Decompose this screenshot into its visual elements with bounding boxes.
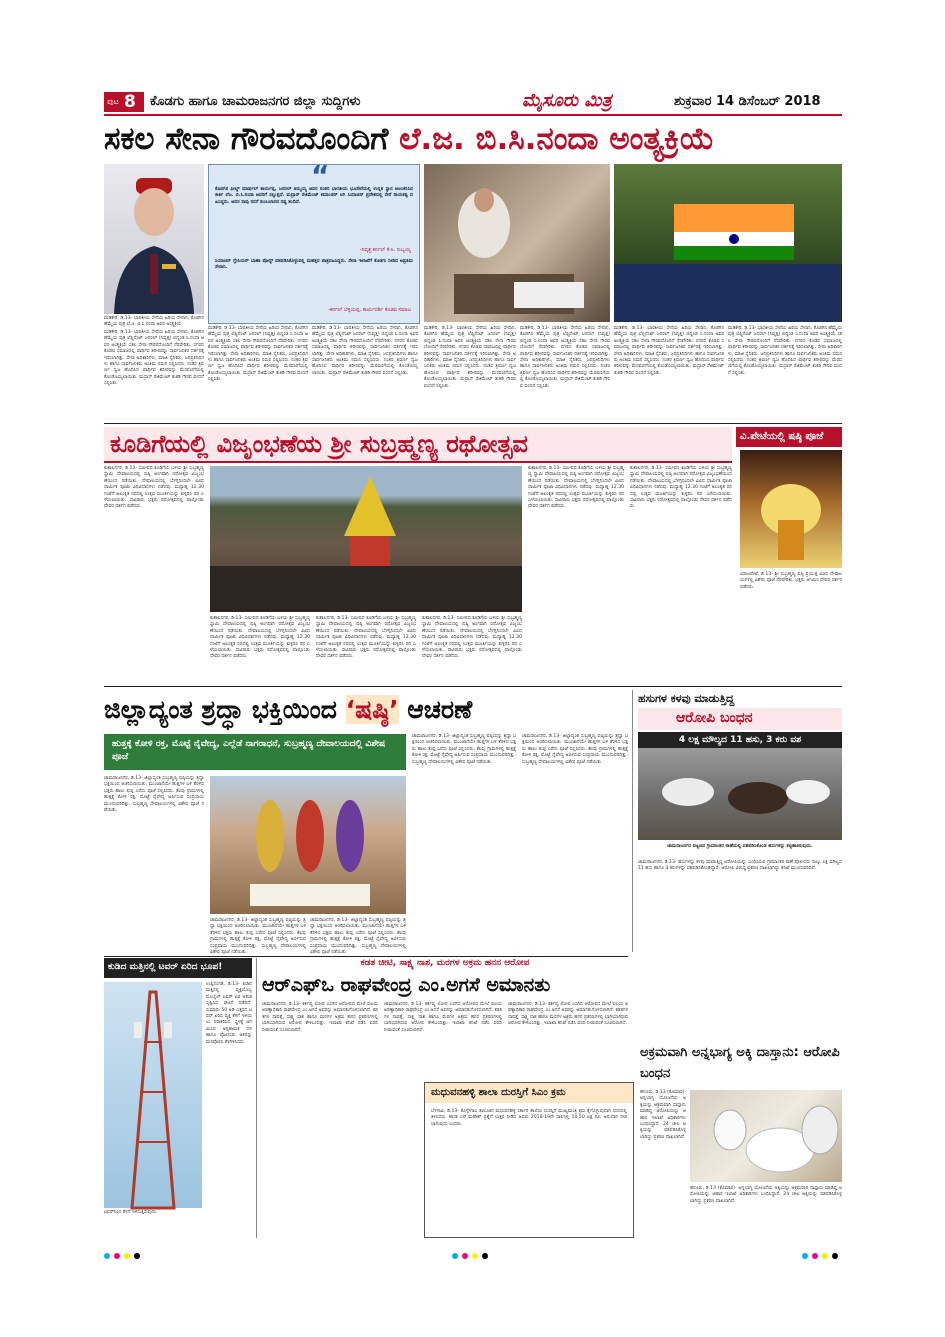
quote-mark-icon: “ [311, 159, 330, 192]
registration-dot-icon [812, 1253, 818, 1259]
story1-body-col3: ಮಡಿಕೇರಿ, ಡಿ.13- ಭಾರತೀಯ ಸೇನೆಯ ಹಿರಿಯ ಸೇನಾನಿ, ಕೊಡಗಿನ ಹೆಮ್ಮೆಯ ಪುತ್ರ ಲೆಫ್ಟಿನೆಂಟ್ ಜನರಲ್ (ನಿವೃತ್ತ) ಬಿದ್ದಂಡ ಸಿ.ನಂದಾ ಅವರ ಅಂತ್ಯಕ್ರಿಯೆ ಸಕಲ ಸೇನಾ ಗೌರವದೊಂದಿಗೆ ನೆರವೇರಿತು. ನಗರದ ಕೊಡವ ಸಮಾಜದಲ್ಲಿ ಪಾರ್ಥಿವ ಶರೀರವನ್ನು ಸಾರ್ವಜನಿಕರ ದರ್ಶನಕ್ಕೆ ಇರಿಸಲಾಗಿತ್ತು. ಸೇನಾ ಅಧಿಕಾರಿಗಳು, ಮಾಜಿ ಸೈನಿಕರು, ಜನಪ್ರತಿನಿಧಿಗಳು ಹಾಗೂ ಸಾರ್ವಜನಿಕರು ಅಂತಿಮ ನಮನ ಸಲ್ಲಿಸಿದರು. ನಂತರ ತ್ರಿವರ್ಣ ಧ್ವಜ ಹೊದಿಸಿದ ಪಾರ್ಥಿವ ಶರೀರವನ್ನು ಮೆರವಣಿಗೆಯಲ್ಲಿ ಕೊಂಡೊಯ್ಯಲಾಯಿತು. ಮದ್ರಾಸ್ ರೆಜಿಮೆಂಟ್ ತುಕಡಿ ಗೌರವ ವಂದನೆ ಸಲ್ಲಿಸಿತು. [312, 326, 418, 376]
story2-side-headline: ವಿ.ಪೇಟೆಯಲ್ಲಿ ಷಷ್ಠಿ ಪೂಜೆ [740, 431, 824, 442]
story6-body-col3: ಚಾಮರಾಜನಗರ, ಡಿ.13- ಕರ್ತವ್ಯ ಲೋಪ ಎಸಗಿದ ಆರೋಪದ ಮೇಲೆ ವಲಯ ಅರಣ್ಯಾಧಿಕಾರಿ ರಾಘವೇಂದ್ರ ಎಂ.ಅಗಸೆ ಅವರನ್ನು ಅಮಾನತುಗೊಳಿಸಲಾಗಿದೆ. ಕಡತಗಳ ನಾಪತ್ತೆ, ಸಾಕ್ಷ್ಯ ನಾಶ ಹಾಗೂ ಮರಗಳ ಅಕ್ರಮ ಹನನ ಪ್ರಕರಣಗಳಲ್ಲಿ ಭಾಗಿಯಾಗಿರುವ ಆರೋಪ ಕೇಳಿಬಂದಿತ್ತು. ಇಲಾಖಾ ತನಿಖೆ ನಡೆಸಿ ವರದಿ ನೀಡುವಂತೆ ಸೂಚಿಸಲಾಗಿದೆ. [508, 1002, 628, 1027]
quote-text-1: ಕೊಡಗಿನ ಫೀಲ್ಡ್ ಮಾರ್ಷಲ್ ಕಾರ್ಯಪ್ಪ, ಜನರಲ್ ತಿಮ್ಮಯ್ಯ ಅವರ ನಂತರ ಭಾರತೀಯ ಭೂಸೇನೆಯಲ್ಲಿ ಉನ್ನತ ಸ್ಥಾನ ಅಲಂಕರಿಸಿದ ಕೀರ್ತಿ ಲೆಜ. ಬಿ.ಸಿ.ನಂದಾ ಅವರಿಗೆ ಸಲ್ಲುತ್ತದೆ. ಮದ್ರಾಸ್ ರೆಜಿಮೆಂಟ್ ಕಮಾಂಡರ್ ಆಗಿ ಸಿಯಾಚಿನ್ ಪ್ರದೇಶದಲ್ಲಿ ಸೇನೆ ನಾಯಕತ್ವ ವಹಿಸಿದ್ದರು. ಅವರ ಸಾವು ನನಗೆ ತುಂಬಲಾರದ ನಷ್ಟ ತಂದಿದೆ. [215, 187, 413, 205]
story2-body-col3: ಕುಶಾಲನಗರ, ಡಿ.13- ಸಮೀಪದ ಕೂಡಿಗೆಯ ಬಳಿಯ ಶ್ರೀ ಸುಬ್ರಹ್ಮಣ್ಯ ಸ್ವಾಮಿ ದೇವಾಲಯದಲ್ಲಿ ಷಷ್ಠಿ ಅಂಗವಾಗಿ ರಥೋತ್ಸವ ವಿಜೃಂಭಣೆಯಿಂದ ನಡೆಯಿತು. ದೇವಾಲಯದಲ್ಲಿ ಬೆಳಗ್ಗಿನಿಂದಲೇ ವಿವಿಧ ಧಾರ್ಮಿಕ ಪೂಜಾ ವಿಧಿವಿಧಾನಗಳು ನಡೆದವು. ಮಧ್ಯಾಹ್ನ 12.30 ಗಂಟೆಗೆ ಅಲಂಕೃತ ರಥದಲ್ಲಿ ಉತ್ಸವ ಮೂರ್ತಿಯನ್ನು ಕುಳ್ಳಿರಿಸಿ ರಥ ಎಳೆಯಲಾಯಿತು. ಸಾವಿರಾರು ಭಕ್ತರು ರಥೋತ್ಸವದಲ್ಲಿ ಪಾಲ್ಗೊಂಡು ದೇವರ ದರ್ಶನ ಪಡೆದರು. [630, 466, 732, 510]
portrait-photo [104, 164, 204, 314]
chariot-festival-photo [210, 466, 522, 612]
temple-idol-photo [740, 450, 842, 568]
paper-name: ಮೈಸೂರು ಮಿತ್ರ [522, 90, 612, 111]
story1-headline-black: ಸಕಲ ಸೇನಾ ಗೌರವದೊಂದಿಗೆ [104, 121, 389, 157]
story4-headline-box [638, 708, 842, 730]
registration-dot-icon [832, 1253, 838, 1259]
quote-box [208, 159, 420, 324]
story2-photo-body-a: ಕುಶಾಲನಗರ, ಡಿ.13- ಸಮೀಪದ ಕೂಡಿಗೆಯ ಬಳಿಯ ಶ್ರೀ ಸುಬ್ರಹ್ಮಣ್ಯ ಸ್ವಾಮಿ ದೇವಾಲಯದಲ್ಲಿ ಷಷ್ಠಿ ಅಂಗವಾಗಿ ರಥೋತ್ಸವ ವಿಜೃಂಭಣೆಯಿಂದ ನಡೆಯಿತು. ದೇವಾಲಯದಲ್ಲಿ ಬೆಳಗ್ಗಿನಿಂದಲೇ ವಿವಿಧ ಧಾರ್ಮಿಕ ಪೂಜಾ ವಿಧಿವಿಧಾನಗಳು ನಡೆದವು. ಮಧ್ಯಾಹ್ನ 12.30 ಗಂಟೆಗೆ ಅಲಂಕೃತ ರಥದಲ್ಲಿ ಉತ್ಸವ ಮೂರ್ತಿಯನ್ನು ಕುಳ್ಳಿರಿಸಿ ರಥ ಎಳೆಯಲಾಯಿತು. ಸಾವಿರಾರು ಭಕ್ತರು ರಥೋತ್ಸವದಲ್ಲಿ ಪಾಲ್ಗೊಂಡು ದೇವರ ದರ್ಶನ ಪಡೆದರು. [210, 616, 310, 660]
tower-photo [104, 982, 202, 1208]
issue-date: ಶುಕ್ರವಾರ 14 ಡಿಸೆಂಬರ್ 2018 [674, 94, 821, 109]
story2-headline-banner [104, 427, 732, 463]
cattle-photo [638, 732, 842, 840]
story6-body-col2: ಚಾಮರಾಜನಗರ, ಡಿ.13- ಕರ್ತವ್ಯ ಲೋಪ ಎಸಗಿದ ಆರೋಪದ ಮೇಲೆ ವಲಯ ಅರಣ್ಯಾಧಿಕಾರಿ ರಾಘವೇಂದ್ರ ಎಂ.ಅಗಸೆ ಅವರನ್ನು ಅಮಾನತುಗೊಳಿಸಲಾಗಿದೆ. ಕಡತಗಳ ನಾಪತ್ತೆ, ಸಾಕ್ಷ್ಯ ನಾಶ ಹಾಗೂ ಮರಗಳ ಅಕ್ರಮ ಹನನ ಪ್ರಕರಣಗಳಲ್ಲಿ ಭಾಗಿಯಾಗಿರುವ ಆರೋಪ ಕೇಳಿಬಂದಿತ್ತು. ಇಲಾಖಾ ತನಿಖೆ ನಡೆಸಿ ವರದಿ ನೀಡುವಂತೆ ಸೂಚಿಸಲಾಗಿದೆ. [384, 1002, 502, 1033]
story5-headline-box [104, 958, 252, 978]
story3-photo-body-b: ಚಾಮರಾಜನಗರ, ಡಿ.13- ಜಿಲ್ಲಾದ್ಯಂತ ಸುಬ್ರಹ್ಮಣ್ಯ ಷಷ್ಠಿಯನ್ನು ಶ್ರದ್ಧಾ ಭಕ್ತಿಯಿಂದ ಆಚರಿಸಲಾಯಿತು. ಮುಂಜಾನೆಯೇ ಹುತ್ತಗಳ ಬಳಿ ತೆರಳಿದ ಭಕ್ತರು ಹಾಲು ತುಪ್ಪ ಎರೆದು ಪೂಜೆ ಸಲ್ಲಿಸಿದರು. ಕೆಲವು ಗ್ರಾಮಗಳಲ್ಲಿ ಹುತ್ತಕ್ಕೆ ಕೋಳಿ ರಕ್ತ, ಮೊಟ್ಟೆ ನೈವೇದ್ಯ ಅರ್ಪಿಸುವ ಸಂಪ್ರದಾಯ ಮುಂದುವರಿದಿತ್ತು. ಸುಬ್ರಹ್ಮಣ್ಯ ದೇವಾಲಯಗಳಲ್ಲಿ ವಿಶೇಷ ಪೂಜೆ ನಡೆಯಿತು. [310, 918, 406, 956]
story4-body: ಚಾಮರಾಜನಗರ, ಡಿ.13- ಹಸುಗಳನ್ನು ಕಳವು ಮಾಡುತ್ತಿದ್ದ ಆರೋಪಿಯನ್ನು ಬಂಧಿಸಿರುವ ಗ್ರಾಮಾಂತರ ಠಾಣೆ ಪೊಲೀಸರು ನಾಲ್ಕು ಲಕ್ಷ ಮೌಲ್ಯದ 11 ಹಸು ಹಾಗೂ 3 ಕರುಗಳನ್ನು ವಶಪಡಿಸಿಕೊಂಡಿದ್ದಾರೆ. ಆರೋಪಿ ವಿರುದ್ಧ ಪ್ರಕರಣ ದಾಖಲಾಗಿದ್ದು ತನಿಖೆ ಮುಂದುವರಿದಿದೆ. [638, 860, 842, 872]
story6-body-col1: ಚಾಮರಾಜನಗರ, ಡಿ.13- ಕರ್ತವ್ಯ ಲೋಪ ಎಸಗಿದ ಆರೋಪದ ಮೇಲೆ ವಲಯ ಅರಣ್ಯಾಧಿಕಾರಿ ರಾಘವೇಂದ್ರ ಎಂ.ಅಗಸೆ ಅವರನ್ನು ಅಮಾನತುಗೊಳಿಸಲಾಗಿದೆ. ಕಡತಗಳ ನಾಪತ್ತೆ, ಸಾಕ್ಷ್ಯ ನಾಶ ಹಾಗೂ ಮರಗಳ ಅಕ್ರಮ ಹನನ ಪ್ರಕರಣಗಳಲ್ಲಿ ಭಾಗಿಯಾಗಿರುವ ಆರೋಪ ಕೇಳಿಬಂದಿತ್ತು. ಇಲಾಖಾ ತನಿಖೆ ನಡೆಸಿ ವರದಿ ನೀಡುವಂತೆ ಸೂಚಿಸಲಾಗಿದೆ. [262, 1002, 378, 1033]
story3-subhead: ಹುತ್ತಕ್ಕೆ ಕೋಳಿ ರಕ್ತ, ಮೊಟ್ಟೆ ನೈವೇದ್ಯ, ಎಲ್ಲೆಡೆ ನಾಗರಾಧನೆ, ಸುಬ್ರಹ್ಮಣ್ಯ ದೇವಾಲಯದಲ್ಲಿ ವಿಶೇಷ ಪೂಜೆ [112, 739, 386, 762]
story3-photo-body-a: ಚಾಮರಾಜನಗರ, ಡಿ.13- ಜಿಲ್ಲಾದ್ಯಂತ ಸುಬ್ರಹ್ಮಣ್ಯ ಷಷ್ಠಿಯನ್ನು ಶ್ರದ್ಧಾ ಭಕ್ತಿಯಿಂದ ಆಚರಿಸಲಾಯಿತು. ಮುಂಜಾನೆಯೇ ಹುತ್ತಗಳ ಬಳಿ ತೆರಳಿದ ಭಕ್ತರು ಹಾಲು ತುಪ್ಪ ಎರೆದು ಪೂಜೆ ಸಲ್ಲಿಸಿದರು. ಕೆಲವು ಗ್ರಾಮಗಳಲ್ಲಿ ಹುತ್ತಕ್ಕೆ ಕೋಳಿ ರಕ್ತ, ಮೊಟ್ಟೆ ನೈವೇದ್ಯ ಅರ್ಪಿಸುವ ಸಂಪ್ರದಾಯ ಮುಂದುವರಿದಿತ್ತು. ಸುಬ್ರಹ್ಮಣ್ಯ ದೇವಾಲಯಗಳಲ್ಲಿ ವಿಶೇಷ ಪೂಜೆ ನಡೆಯಿತು. [210, 918, 306, 956]
story1-headline-red: ಲೆ.ಜ. ಬಿ.ಸಿ.ನಂದಾ ಅಂತ್ಯಕ್ರಿಯೆ [399, 121, 715, 157]
story4-headline: ಆರೋಪಿ ಬಂಧನ [676, 710, 753, 726]
worship-illustration [210, 776, 406, 914]
story1-body-col5: ಮಡಿಕೇರಿ, ಡಿ.13- ಭಾರತೀಯ ಸೇನೆಯ ಹಿರಿಯ ಸೇನಾನಿ, ಕೊಡಗಿನ ಹೆಮ್ಮೆಯ ಪುತ್ರ ಲೆಫ್ಟಿನೆಂಟ್ ಜನರಲ್ (ನಿವೃತ್ತ) ಬಿದ್ದಂಡ ಸಿ.ನಂದಾ ಅವರ ಅಂತ್ಯಕ್ರಿಯೆ ಸಕಲ ಸೇನಾ ಗೌರವದೊಂದಿಗೆ ನೆರವೇರಿತು. ನಗರದ ಕೊಡವ ಸಮಾಜದಲ್ಲಿ ಪಾರ್ಥಿವ ಶರೀರವನ್ನು ಸಾರ್ವಜನಿಕರ ದರ್ಶನಕ್ಕೆ ಇರಿಸಲಾಗಿತ್ತು. ಸೇನಾ ಅಧಿಕಾರಿಗಳು, ಮಾಜಿ ಸೈನಿಕರು, ಜನಪ್ರತಿನಿಧಿಗಳು ಹಾಗೂ ಸಾರ್ವಜನಿಕರು ಅಂತಿಮ ನಮನ ಸಲ್ಲಿಸಿದರು. ನಂತರ ತ್ರಿವರ್ಣ ಧ್ವಜ ಹೊದಿಸಿದ ಪಾರ್ಥಿವ ಶರೀರವನ್ನು ಮೆರವಣಿಗೆಯಲ್ಲಿ ಕೊಂಡೊಯ್ಯಲಾಯಿತು. ಮದ್ರಾಸ್ ರೆಜಿಮೆಂಟ್ ತುಕಡಿ ಗೌರವ ವಂದನೆ ಸಲ್ಲಿಸಿತು. [520, 326, 610, 389]
registration-dot-icon [134, 1253, 140, 1259]
snake-worship-photo [210, 776, 406, 914]
story7-body: ಬೆಳಗಾವಿ, ಡಿ.13- ಕೊಳ್ಳೇಗಾಲ ತಾಲೂಕಿನ ಮಧುವನಹಳ್ಳಿ ಸರ್ಕಾರಿ ಶಾಲೆಯ ದುರಸ್ತಿಗೆ ಮುಖ್ಯಮಂತ್ರಿ ಕ್ರಮ ಕೈಗೊಳ್ಳುವುದಾಗಿ ಸದನದಲ್ಲಿ ತಿಳಿಸಿದರು. ಶಾಸಕ ಎನ್.ಮಹೇಶ್ ಪ್ರಶ್ನೆಗೆ ಉತ್ತರ ನೀಡಿದ ಅವರು 2018-19ನೇ ಸಾಲಿನಲ್ಲಿ 10.50 ಲಕ್ಷ ರೂ. ಅನುದಾನ ನೀಡಲಾಗುವುದು ಎಂದರು. [431, 1109, 627, 1127]
registration-dot-icon [462, 1253, 468, 1259]
story1-headline [104, 118, 842, 160]
rice-sacks-illustration [690, 1090, 842, 1182]
quote-text-2: ಸಿಯಾಚಿನ್ ಗ್ಲೇಸಿಯರ್ ಬಾಣಾ ಪೋಸ್ಟ್ ವಶಪಡಿಸಿಕೊಳ್ಳುವಲ್ಲಿ ಮಹತ್ತರ ಪಾತ್ರವಹಿಸಿದ್ದರು. ಸೇನಾ ಇಲಾಖೆಗೆ ಕೊಡಗು ನೀಡಿದ ಅಪ್ರತಿಮ ಸೇನಾನಿ. [215, 259, 413, 271]
page-label: ಪುಟ [107, 97, 119, 106]
registration-marks-center [452, 1244, 492, 1263]
story4-caption: ಚಾಮರಾಜನಗರ ಪಟ್ಟಣದ ಗ್ರಾಮಾಂತರ ಠಾಣೆಯಲ್ಲಿ ವಶಪಡಿಸಿಕೊಂಡ ಹಸುಗಳನ್ನು ಕಟ್ಟಿಹಾಕಿರುವುದು. [667, 844, 813, 849]
section-title: ಕೊಡಗು ಹಾಗೂ ಚಾಮರಾಜನಗರ ಜಿಲ್ಲಾ ಸುದ್ದಿಗಳು [150, 94, 361, 109]
story8-body-col2: ಹನೂರು, ಡಿ.13 (ಕೊಮಾರ)- ಅನ್ನಭಾಗ್ಯ ಯೋಜನೆಯ ಅಕ್ಕಿಯನ್ನು ಅಕ್ರಮವಾಗಿ ದಾಸ್ತಾನು ಮಾಡಿದ್ದ ಆರೋಪಿಯನ್ನು ಆಹಾರ ಇಲಾಖೆ ಅಧಿಕಾರಿಗಳು ಬಂಧಿಸಿದ್ದಾರೆ. 24 ಚೀಲ ಅಕ್ಕಿಯನ್ನು ವಶಪಡಿಸಿಕೊಳ್ಳಲಾಗಿದ್ದು ಪ್ರಕರಣ ದಾಖಲಾಗಿದೆ. [690, 1186, 842, 1204]
story2-photo-body-b: ಕುಶಾಲನಗರ, ಡಿ.13- ಸಮೀಪದ ಕೂಡಿಗೆಯ ಬಳಿಯ ಶ್ರೀ ಸುಬ್ರಹ್ಮಣ್ಯ ಸ್ವಾಮಿ ದೇವಾಲಯದಲ್ಲಿ ಷಷ್ಠಿ ಅಂಗವಾಗಿ ರಥೋತ್ಸವ ವಿಜೃಂಭಣೆಯಿಂದ ನಡೆಯಿತು. ದೇವಾಲಯದಲ್ಲಿ ಬೆಳಗ್ಗಿನಿಂದಲೇ ವಿವಿಧ ಧಾರ್ಮಿಕ ಪೂಜಾ ವಿಧಿವಿಧಾನಗಳು ನಡೆದವು. ಮಧ್ಯಾಹ್ನ 12.30 ಗಂಟೆಗೆ ಅಲಂಕೃತ ರಥದಲ್ಲಿ ಉತ್ಸವ ಮೂರ್ತಿಯನ್ನು ಕುಳ್ಳಿರಿಸಿ ರಥ ಎಳೆಯಲಾಯಿತು. ಸಾವಿರಾರು ಭಕ್ತರು ರಥೋತ್ಸವದಲ್ಲಿ ಪಾಲ್ಗೊಂಡು ದೇವರ ದರ್ಶನ ಪಡೆದರು. [316, 616, 416, 660]
story2-body-col1: ಕುಶಾಲನಗರ, ಡಿ.13- ಸಮೀಪದ ಕೂಡಿಗೆಯ ಬಳಿಯ ಶ್ರೀ ಸುಬ್ರಹ್ಮಣ್ಯ ಸ್ವಾಮಿ ದೇವಾಲಯದಲ್ಲಿ ಷಷ್ಠಿ ಅಂಗವಾಗಿ ರಥೋತ್ಸವ ವಿಜೃಂಭಣೆಯಿಂದ ನಡೆಯಿತು. ದೇವಾಲಯದಲ್ಲಿ ಬೆಳಗ್ಗಿನಿಂದಲೇ ವಿವಿಧ ಧಾರ್ಮಿಕ ಪೂಜಾ ವಿಧಿವಿಧಾನಗಳು ನಡೆದವು. ಮಧ್ಯಾಹ್ನ 12.30 ಗಂಟೆಗೆ ಅಲಂಕೃತ ರಥದಲ್ಲಿ ಉತ್ಸವ ಮೂರ್ತಿಯನ್ನು ಕುಳ್ಳಿರಿಸಿ ರಥ ಎಳೆಯಲಾಯಿತು. ಸಾವಿರಾರು ಭಕ್ತರು ರಥೋತ್ಸವದಲ್ಲಿ ಪಾಲ್ಗೊಂಡು ದೇವರ ದರ್ಶನ ಪಡೆದರು. [104, 466, 204, 510]
story2-body-col2: ಕುಶಾಲನಗರ, ಡಿ.13- ಸಮೀಪದ ಕೂಡಿಗೆಯ ಬಳಿಯ ಶ್ರೀ ಸುಬ್ರಹ್ಮಣ್ಯ ಸ್ವಾಮಿ ದೇವಾಲಯದಲ್ಲಿ ಷಷ್ಠಿ ಅಂಗವಾಗಿ ರಥೋತ್ಸವ ವಿಜೃಂಭಣೆಯಿಂದ ನಡೆಯಿತು. ದೇವಾಲಯದಲ್ಲಿ ಬೆಳಗ್ಗಿನಿಂದಲೇ ವಿವಿಧ ಧಾರ್ಮಿಕ ಪೂಜಾ ವಿಧಿವಿಧಾನಗಳು ನಡೆದವು. ಮಧ್ಯಾಹ್ನ 12.30 ಗಂಟೆಗೆ ಅಲಂಕೃತ ರಥದಲ್ಲಿ ಉತ್ಸವ ಮೂರ್ತಿಯನ್ನು ಕುಳ್ಳಿರಿಸಿ ರಥ ಎಳೆಯಲಾಯಿತು. ಸಾವಿರಾರು ಭಕ್ತರು ರಥೋತ್ಸವದಲ್ಲಿ ಪಾಲ್ಗೊಂಡು ದೇವರ ದರ್ಶನ ಪಡೆದರು. [528, 466, 624, 510]
page-number: 8 [124, 92, 136, 112]
registration-dot-icon [822, 1253, 828, 1259]
story6-left-rule [256, 958, 257, 1238]
story1-body-col2: ಮಡಿಕೇರಿ, ಡಿ.13- ಭಾರತೀಯ ಸೇನೆಯ ಹಿರಿಯ ಸೇನಾನಿ, ಕೊಡಗಿನ ಹೆಮ್ಮೆಯ ಪುತ್ರ ಲೆಫ್ಟಿನೆಂಟ್ ಜನರಲ್ (ನಿವೃತ್ತ) ಬಿದ್ದಂಡ ಸಿ.ನಂದಾ ಅವರ ಅಂತ್ಯಕ್ರಿಯೆ ಸಕಲ ಸೇನಾ ಗೌರವದೊಂದಿಗೆ ನೆರವೇರಿತು. ನಗರದ ಕೊಡವ ಸಮಾಜದಲ್ಲಿ ಪಾರ್ಥಿವ ಶರೀರವನ್ನು ಸಾರ್ವಜನಿಕರ ದರ್ಶನಕ್ಕೆ ಇರಿಸಲಾಗಿತ್ತು. ಸೇನಾ ಅಧಿಕಾರಿಗಳು, ಮಾಜಿ ಸೈನಿಕರು, ಜನಪ್ರತಿನಿಧಿಗಳು ಹಾಗೂ ಸಾರ್ವಜನಿಕರು ಅಂತಿಮ ನಮನ ಸಲ್ಲಿಸಿದರು. ನಂತರ ತ್ರಿವರ್ಣ ಧ್ವಜ ಹೊದಿಸಿದ ಪಾರ್ಥಿವ ಶರೀರವನ್ನು ಮೆರವಣಿಗೆಯಲ್ಲಿ ಕೊಂಡೊಯ್ಯಲಾಯಿತು. ಮದ್ರಾಸ್ ರೆಜಿಮೆಂಟ್ ತುಕಡಿ ಗೌರವ ವಂದನೆ ಸಲ್ಲಿಸಿತು. [208, 326, 308, 383]
registration-dot-icon [482, 1253, 488, 1259]
registration-marks-left [104, 1244, 144, 1263]
story2-photo-body-c: ಕುಶಾಲನಗರ, ಡಿ.13- ಸಮೀಪದ ಕೂಡಿಗೆಯ ಬಳಿಯ ಶ್ರೀ ಸುಬ್ರಹ್ಮಣ್ಯ ಸ್ವಾಮಿ ದೇವಾಲಯದಲ್ಲಿ ಷಷ್ಠಿ ಅಂಗವಾಗಿ ರಥೋತ್ಸವ ವಿಜೃಂಭಣೆಯಿಂದ ನಡೆಯಿತು. ದೇವಾಲಯದಲ್ಲಿ ಬೆಳಗ್ಗಿನಿಂದಲೇ ವಿವಿಧ ಧಾರ್ಮಿಕ ಪೂಜಾ ವಿಧಿವಿಧಾನಗಳು ನಡೆದವು. ಮಧ್ಯಾಹ್ನ 12.30 ಗಂಟೆಗೆ ಅಲಂಕೃತ ರಥದಲ್ಲಿ ಉತ್ಸವ ಮೂರ್ತಿಯನ್ನು ಕುಳ್ಳಿರಿಸಿ ರಥ ಎಳೆಯಲಾಯಿತು. ಸಾವಿರಾರು ಭಕ್ತರು ರಥೋತ್ಸವದಲ್ಲಿ ಪಾಲ್ಗೊಂಡು ದೇವರ ದರ್ಶನ ಪಡೆದರು. [422, 616, 522, 660]
story8-headline: ಅಕ್ರಮವಾಗಿ ಅನ್ನಭಾಗ್ಯ ಅಕ್ಕಿ ದಾಸ್ತಾನು: ಆರೋಪಿ ಬಂಧನ [640, 1045, 840, 1081]
registration-dot-icon [104, 1253, 110, 1259]
story3-body-col1: ಚಾಮರಾಜನಗರ, ಡಿ.13- ಜಿಲ್ಲಾದ್ಯಂತ ಸುಬ್ರಹ್ಮಣ್ಯ ಷಷ್ಠಿಯನ್ನು ಶ್ರದ್ಧಾ ಭಕ್ತಿಯಿಂದ ಆಚರಿಸಲಾಯಿತು. ಮುಂಜಾನೆಯೇ ಹುತ್ತಗಳ ಬಳಿ ತೆರಳಿದ ಭಕ್ತರು ಹಾಲು ತುಪ್ಪ ಎರೆದು ಪೂಜೆ ಸಲ್ಲಿಸಿದರು. ಕೆಲವು ಗ್ರಾಮಗಳಲ್ಲಿ ಹುತ್ತಕ್ಕೆ ಕೋಳಿ ರಕ್ತ, ಮೊಟ್ಟೆ ನೈವೇದ್ಯ ಅರ್ಪಿಸುವ ಸಂಪ್ರದಾಯ ಮುಂದುವರಿದಿತ್ತು. ಸುಬ್ರಹ್ಮಣ್ಯ ದೇವಾಲಯಗಳಲ್ಲಿ ವಿಶೇಷ ಪೂಜೆ ನಡೆಯಿತು. [104, 776, 204, 814]
registration-dot-icon [802, 1253, 808, 1259]
story2-headline: ಕೂಡಿಗೆಯಲ್ಲಿ ವಿಜೃಂಭಣೆಯ ಶ್ರೀ ಸುಬ್ರಹ್ಮಣ್ಯ ರಥೋತ್ಸವ [110, 430, 528, 458]
crowd-illustration [210, 466, 522, 612]
story2-side-head-box [736, 427, 842, 447]
masthead-rule [104, 114, 842, 116]
quote-attribution-1: -ನಿವೃತ್ತ ಕರ್ನಲ್ ಕೆ.ಸಿ. ಸುಬ್ಬಯ್ಯ [359, 247, 411, 253]
story6-kicker: ಕಡತ ಚೀಟಿ, ಸಾಕ್ಷ್ಯ ನಾಶ, ಮರಗಳ ಅಕ್ರಮ ಹನನ ಆರೋಪ [360, 958, 530, 968]
story3-body-col3: ಚಾಮರಾಜನಗರ, ಡಿ.13- ಜಿಲ್ಲಾದ್ಯಂತ ಸುಬ್ರಹ್ಮಣ್ಯ ಷಷ್ಠಿಯನ್ನು ಶ್ರದ್ಧಾ ಭಕ್ತಿಯಿಂದ ಆಚರಿಸಲಾಯಿತು. ಮುಂಜಾನೆಯೇ ಹುತ್ತಗಳ ಬಳಿ ತೆರಳಿದ ಭಕ್ತರು ಹಾಲು ತುಪ್ಪ ಎರೆದು ಪೂಜೆ ಸಲ್ಲಿಸಿದರು. ಕೆಲವು ಗ್ರಾಮಗಳಲ್ಲಿ ಹುತ್ತಕ್ಕೆ ಕೋಳಿ ರಕ್ತ, ಮೊಟ್ಟೆ ನೈವೇದ್ಯ ಅರ್ಪಿಸುವ ಸಂಪ್ರದಾಯ ಮುಂದುವರಿದಿತ್ತು. ಸುಬ್ರಹ್ಮಣ್ಯ ದೇವಾಲಯಗಳಲ್ಲಿ ವಿಶೇಷ ಪೂಜೆ ನಡೆಯಿತು. [522, 734, 628, 765]
tower-illustration [104, 982, 202, 1208]
registration-dot-icon [472, 1253, 478, 1259]
story5-headline: ಕುಡಿದ ಮತ್ತಿನಲ್ಲಿ ಟವರ್ ಏರಿದ ಭೂಪ! [108, 962, 223, 972]
story7-headline-band [425, 1083, 633, 1103]
rice-sacks-photo [690, 1090, 842, 1182]
story3-headline [104, 690, 628, 730]
cattle-photo-label: 4 ಲಕ್ಷ ಮೌಲ್ಯದ 11 ಹಸು, 3 ಕರು ವಶ [638, 732, 842, 748]
registration-marks-right [802, 1244, 842, 1263]
divider-2 [104, 686, 842, 687]
mourners-illustration [424, 164, 610, 322]
story1-body-col7: ಮಡಿಕೇರಿ, ಡಿ.13- ಭಾರತೀಯ ಸೇನೆಯ ಹಿರಿಯ ಸೇನಾನಿ, ಕೊಡಗಿನ ಹೆಮ್ಮೆಯ ಪುತ್ರ ಲೆಫ್ಟಿನೆಂಟ್ ಜನರಲ್ (ನಿವೃತ್ತ) ಬಿದ್ದಂಡ ಸಿ.ನಂದಾ ಅವರ ಅಂತ್ಯಕ್ರಿಯೆ ಸಕಲ ಸೇನಾ ಗೌರವದೊಂದಿಗೆ ನೆರವೇರಿತು. ನಗರದ ಕೊಡವ ಸಮಾಜದಲ್ಲಿ ಪಾರ್ಥಿವ ಶರೀರವನ್ನು ಸಾರ್ವಜನಿಕರ ದರ್ಶನಕ್ಕೆ ಇರಿಸಲಾಗಿತ್ತು. ಸೇನಾ ಅಧಿಕಾರಿಗಳು, ಮಾಜಿ ಸೈನಿಕರು, ಜನಪ್ರತಿನಿಧಿಗಳು ಹಾಗೂ ಸಾರ್ವಜನಿಕರು ಅಂತಿಮ ನಮನ ಸಲ್ಲಿಸಿದರು. ನಂತರ ತ್ರಿವರ್ಣ ಧ್ವಜ ಹೊದಿಸಿದ ಪಾರ್ಥಿವ ಶರೀರವನ್ನು ಮೆರವಣಿಗೆಯಲ್ಲಿ ಕೊಂಡೊಯ್ಯಲಾಯಿತು. ಮದ್ರಾಸ್ ರೆಜಿಮೆಂಟ್ ತುಕಡಿ ಗೌರವ ವಂದನೆ ಸಲ್ಲಿಸಿತು. [728, 326, 842, 376]
story7-headline: ಮಧುವನಹಳ್ಳಿ ಶಾಲಾ ದುರಸ್ತಿಗೆ ಸಿಎಂ ಕ್ರಮ [431, 1087, 566, 1098]
story2-side-body: ವಿರಾಜಪೇಟೆ, ಡಿ.13- ಶ್ರೀ ಸುಬ್ರಹ್ಮಣ್ಯ ಷಷ್ಠಿ ಪ್ರಯುಕ್ತ ವಿವಿಧ ದೇವಾಲಯಗಳಲ್ಲಿ ವಿಶೇಷ ಪೂಜೆ ನೆರವೇರಿತು. ಭಕ್ತರು ಆಗಮಿಸಿ ದೇವರ ದರ್ಶನ ಪಡೆದರು. [740, 572, 842, 590]
story1-body-col6: ಮಡಿಕೇರಿ, ಡಿ.13- ಭಾರತೀಯ ಸೇನೆಯ ಹಿರಿಯ ಸೇನಾನಿ, ಕೊಡಗಿನ ಹೆಮ್ಮೆಯ ಪುತ್ರ ಲೆಫ್ಟಿನೆಂಟ್ ಜನರಲ್ (ನಿವೃತ್ತ) ಬಿದ್ದಂಡ ಸಿ.ನಂದಾ ಅವರ ಅಂತ್ಯಕ್ರಿಯೆ ಸಕಲ ಸೇನಾ ಗೌರವದೊಂದಿಗೆ ನೆರವೇರಿತು. ನಗರದ ಕೊಡವ ಸಮಾಜದಲ್ಲಿ ಪಾರ್ಥಿವ ಶರೀರವನ್ನು ಸಾರ್ವಜನಿಕರ ದರ್ಶನಕ್ಕೆ ಇರಿಸಲಾಗಿತ್ತು. ಸೇನಾ ಅಧಿಕಾರಿಗಳು, ಮಾಜಿ ಸೈನಿಕರು, ಜನಪ್ರತಿನಿಧಿಗಳು ಹಾಗೂ ಸಾರ್ವಜನಿಕರು ಅಂತಿಮ ನಮನ ಸಲ್ಲಿಸಿದರು. ನಂತರ ತ್ರಿವರ್ಣ ಧ್ವಜ ಹೊದಿಸಿದ ಪಾರ್ಥಿವ ಶರೀರವನ್ನು ಮೆರವಣಿಗೆಯಲ್ಲಿ ಕೊಂಡೊಯ್ಯಲಾಯಿತು. ಮದ್ರಾಸ್ ರೆಜಿಮೆಂಟ್ ತುಕಡಿ ಗೌರವ ವಂದನೆ ಸಲ್ಲಿಸಿತು. [614, 326, 724, 376]
story1-photo-caption: ಮಡಿಕೇರಿ, ಡಿ.13- ಭಾರತೀಯ ಸೇನೆಯ ಹಿರಿಯ ಸೇನಾನಿ, ಕೊಡಗಿನ ಹೆಮ್ಮೆಯ ಪುತ್ರ ಲೆ.ಜ. ಬಿ.ಸಿ.ನಂದಾ ಅವರ ಅಂತ್ಯಕ್ರಿಯೆ [104, 316, 204, 328]
story8-body-col1: ಹನೂರು, ಡಿ.13 (ಕೊಮಾರ)- ಅನ್ನಭಾಗ್ಯ ಯೋಜನೆಯ ಅಕ್ಕಿಯನ್ನು ಅಕ್ರಮವಾಗಿ ದಾಸ್ತಾನು ಮಾಡಿದ್ದ ಆರೋಪಿಯನ್ನು ಆಹಾರ ಇಲಾಖೆ ಅಧಿಕಾರಿಗಳು ಬಂಧಿಸಿದ್ದಾರೆ. 24 ಚೀಲ ಅಕ್ಕಿಯನ್ನು ವಶಪಡಿಸಿಕೊಳ್ಳಲಾಗಿದ್ದು ಪ್ರಕರಣ ದಾಖಲಾಗಿದೆ. [640, 1090, 686, 1140]
divider-1 [104, 423, 842, 424]
divider-3 [104, 956, 628, 957]
cattle-illustration [638, 732, 842, 840]
registration-dot-icon [114, 1253, 120, 1259]
page-number-box [104, 92, 144, 112]
idol-illustration [740, 450, 842, 568]
story5-body: ಉಪ್ಪಿನಂಗಡಿ, ಡಿ.13- ಕುಡಿದ ಮತ್ತಿನಲ್ಲಿ ವ್ಯಕ್ತಿಯೊಬ್ಬ ಮೊಬೈಲ್ ಟವರ್ ಏರಿ ಆತಂಕ ಸೃಷ್ಟಿಸಿದ ಘಟನೆ ನಡೆದಿದೆ. ಸುಮಾರು 50 ಅಡಿ ಎತ್ತರದ ಟವರ್ ಏರಿದ ವ್ಯಕ್ತಿ ಕೆಳಗೆ ಇಳಿಯಲು ನಿರಾಕರಿಸಿದ. ಸ್ಥಳಕ್ಕೆ ಆಗಮಿಸಿದ ಅಗ್ನಿಶಾಮಕ ದಳ ಹಾಗೂ ಪೊಲೀಸರು ಆತನನ್ನು ಮನವೊಲಿಸಿ ಕೆಳಗಿಳಿಸಿದರು. [206, 982, 252, 1045]
quote-attribution-2: -ಕರ್ನಲ್ ಬೆಳ್ಳಿಯಪ್ಪ, ಕಾರ್ಯದರ್ಶಿ ಕೊಡವ ಸಮಾಜ [328, 307, 411, 313]
story5-caption: ಟವರ್‌ನಿಂದ ಕೆಳಗೆ ಇಳಿಸುತ್ತಿರುವುದು. [104, 1210, 158, 1215]
story3-subhead-band [104, 734, 406, 770]
story3-headline-post: ಆಚರಣೆ [407, 695, 473, 724]
story1-body-col4: ಮಡಿಕೇರಿ, ಡಿ.13- ಭಾರತೀಯ ಸೇನೆಯ ಹಿರಿಯ ಸೇನಾನಿ, ಕೊಡಗಿನ ಹೆಮ್ಮೆಯ ಪುತ್ರ ಲೆಫ್ಟಿನೆಂಟ್ ಜನರಲ್ (ನಿವೃತ್ತ) ಬಿದ್ದಂಡ ಸಿ.ನಂದಾ ಅವರ ಅಂತ್ಯಕ್ರಿಯೆ ಸಕಲ ಸೇನಾ ಗೌರವದೊಂದಿಗೆ ನೆರವೇರಿತು. ನಗರದ ಕೊಡವ ಸಮಾಜದಲ್ಲಿ ಪಾರ್ಥಿವ ಶರೀರವನ್ನು ಸಾರ್ವಜನಿಕರ ದರ್ಶನಕ್ಕೆ ಇರಿಸಲಾಗಿತ್ತು. ಸೇನಾ ಅಧಿಕಾರಿಗಳು, ಮಾಜಿ ಸೈನಿಕರು, ಜನಪ್ರತಿನಿಧಿಗಳು ಹಾಗೂ ಸಾರ್ವಜನಿಕರು ಅಂತಿಮ ನಮನ ಸಲ್ಲಿಸಿದರು. ನಂತರ ತ್ರಿವರ್ಣ ಧ್ವಜ ಹೊದಿಸಿದ ಪಾರ್ಥಿವ ಶರೀರವನ್ನು ಮೆರವಣಿಗೆಯಲ್ಲಿ ಕೊಂಡೊಯ್ಯಲಾಯಿತು. ಮದ್ರಾಸ್ ರೆಜಿಮೆಂಟ್ ತುಕಡಿ ಗೌರವ ವಂದನೆ ಸಲ್ಲಿಸಿತು. [424, 326, 516, 389]
funeral-photo-mourners [424, 164, 610, 322]
story1-body-col1: ಮಡಿಕೇರಿ, ಡಿ.13- ಭಾರತೀಯ ಸೇನೆಯ ಹಿರಿಯ ಸೇನಾನಿ, ಕೊಡಗಿನ ಹೆಮ್ಮೆಯ ಪುತ್ರ ಲೆಫ್ಟಿನೆಂಟ್ ಜನರಲ್ (ನಿವೃತ್ತ) ಬಿದ್ದಂಡ ಸಿ.ನಂದಾ ಅವರ ಅಂತ್ಯಕ್ರಿಯೆ ಸಕಲ ಸೇನಾ ಗೌರವದೊಂದಿಗೆ ನೆರವೇರಿತು. ನಗರದ ಕೊಡವ ಸಮಾಜದಲ್ಲಿ ಪಾರ್ಥಿವ ಶರೀರವನ್ನು ಸಾರ್ವಜನಿಕರ ದರ್ಶನಕ್ಕೆ ಇರಿಸಲಾಗಿತ್ತು. ಸೇನಾ ಅಧಿಕಾರಿಗಳು, ಮಾಜಿ ಸೈನಿಕರು, ಜನಪ್ರತಿನಿಧಿಗಳು ಹಾಗೂ ಸಾರ್ವಜನಿಕರು ಅಂತಿಮ ನಮನ ಸಲ್ಲಿಸಿದರು. ನಂತರ ತ್ರಿವರ್ಣ ಧ್ವಜ ಹೊದಿಸಿದ ಪಾರ್ಥಿವ ಶರೀರವನ್ನು ಮೆರವಣಿಗೆಯಲ್ಲಿ ಕೊಂಡೊಯ್ಯಲಾಯಿತು. ಮದ್ರಾಸ್ ರೆಜಿಮೆಂಟ್ ತುಕಡಿ ಗೌರವ ವಂದನೆ ಸಲ್ಲಿಸಿತು. [104, 330, 204, 387]
story4-kicker: ಹಸುಗಳ ಕಳವು ಮಾಡುತ್ತಿದ್ದ [638, 692, 735, 705]
funeral-photo-coffin [614, 164, 842, 322]
story3-headline-quote: ‘ಷಷ್ಠಿ’ [345, 695, 399, 724]
registration-dot-icon [124, 1253, 130, 1259]
story3-body-col2: ಚಾಮರಾಜನಗರ, ಡಿ.13- ಜಿಲ್ಲಾದ್ಯಂತ ಸುಬ್ರಹ್ಮಣ್ಯ ಷಷ್ಠಿಯನ್ನು ಶ್ರದ್ಧಾ ಭಕ್ತಿಯಿಂದ ಆಚರಿಸಲಾಯಿತು. ಮುಂಜಾನೆಯೇ ಹುತ್ತಗಳ ಬಳಿ ತೆರಳಿದ ಭಕ್ತರು ಹಾಲು ತುಪ್ಪ ಎರೆದು ಪೂಜೆ ಸಲ್ಲಿಸಿದರು. ಕೆಲವು ಗ್ರಾಮಗಳಲ್ಲಿ ಹುತ್ತಕ್ಕೆ ಕೋಳಿ ರಕ್ತ, ಮೊಟ್ಟೆ ನೈವೇದ್ಯ ಅರ್ಪಿಸುವ ಸಂಪ್ರದಾಯ ಮುಂದುವರಿದಿತ್ತು. ಸುಬ್ರಹ್ಮಣ್ಯ ದೇವಾಲಯಗಳಲ್ಲಿ ವಿಶೇಷ ಪೂಜೆ ನಡೆಯಿತು. [412, 734, 516, 765]
story3-headline-pre: ಜಿಲ್ಲಾದ್ಯಂತ ಶ್ರದ್ಧಾ ಭಕ್ತಿಯಿಂದ [104, 695, 337, 724]
story6-headline: ಆರ್‌ಎಫ್‌ಒ ರಾಘವೇಂದ್ರ ಎಂ.ಅಗಸೆ ಅಮಾನತು [262, 974, 551, 996]
story7-box [424, 1082, 634, 1238]
story4-left-rule [632, 690, 633, 952]
coffin-illustration [614, 164, 842, 322]
masthead [104, 92, 842, 112]
registration-dot-icon [452, 1253, 458, 1259]
portrait-illustration [104, 164, 204, 314]
